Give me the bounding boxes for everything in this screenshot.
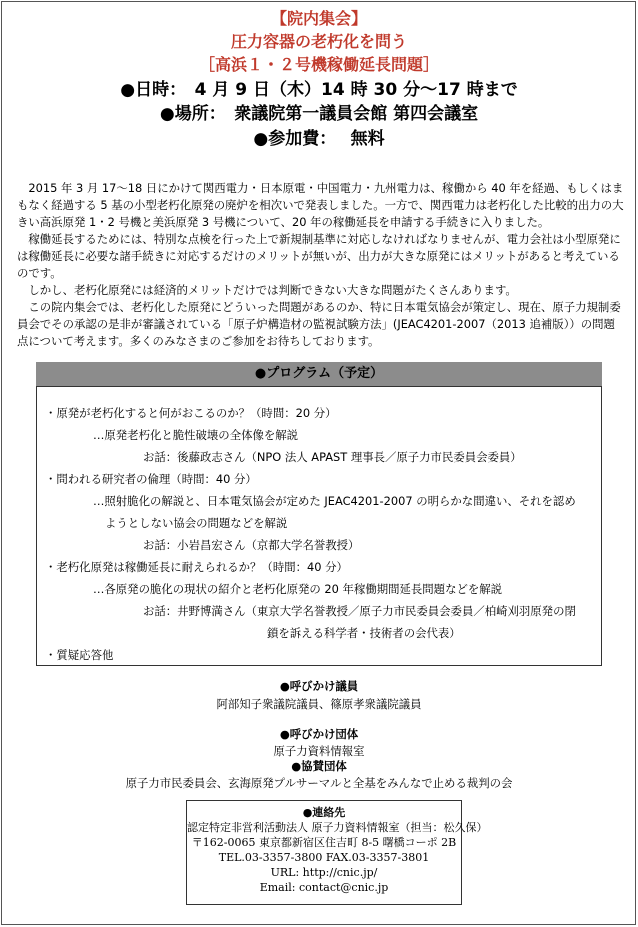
cosponsor-names: 原子力市民委員会、玄海原発プルサーマルと全基をみんなで止める裁判の会 [125,776,513,790]
program-title: ●プログラム（予定） [36,362,602,387]
program-speaker: 鎖を訴える科学者・技術者の会代表） [267,626,461,640]
contact-org: 認定特定非営利活動法人 原子力資料情報室（担当：松久保） [187,821,488,834]
program-item: ・原発が老朽化すると何がおこるのか？（時間：20 分） [45,406,337,420]
callers-names: 阿部知子衆議院議員、篠原孝衆議院議員 [216,697,422,711]
program-item-detail: …原発老朽化と脆性破壊の全体像を解説 [93,428,299,442]
organizer-heading: ●呼びかけ団体 [279,727,359,741]
intro-paragraph: 稼働延長するためには、特別な点検を行った上で新規制基準に対応しなければなりませんが、電力会社は小型原発には稼働延長に必要な諸手続きに対応するだけのメリットが無いが、出力が大きな原発にはメリットがあると考えているのです。 [17,232,621,280]
intro-paragraph: この院内集会では、老朽化した原発にどういった問題があるのか、特に日本電気協会が策定し、現在、原子力規制委員会でその承認の是非が審議されている「原子炉構造材の監視試験方法」(JEAC4201-2007（2013 追補版））の問題点について考えます。多くのみなさまのご参加をお待ちしております。 [17,300,621,348]
intro-paragraph: 2015 年 3 月 17～18 日にかけて関西電力・日本原電・中国電力・九州電力は、稼働から 40 年を経過、もしくはまもなく経過する 5 基の小型老朽化原発の廃炉を相次いで発表しました。一方で、関西電力は老朽化した比較的出力の大きい高浜原発 1・2 号機と美浜原発 3 号機について、20 年の稼働延長を申請する手続きに入りました。 [17,181,624,229]
contact-url[interactable]: URL: http://cnic.jp/ [270,866,378,879]
program-item: ・老朽化原発は稼働延長に耐えられるか？（時間：40 分） [45,560,348,574]
event-place: ●場所： 衆議院第一議員会館 第四会議室 [159,104,479,124]
program-speaker: お話：後藤政志さん（NPO 法人 APAST 理事長／原子力市民委員会委員） [143,450,522,464]
callers-heading: ●呼びかけ議員 [279,679,359,693]
contact-box [186,800,488,905]
contact-phone: TEL.03-3357-3800 FAX.03-3357-3801 [218,851,430,864]
program-speaker: お話：小岩昌宏さん（京都大学名誉教授） [143,538,360,552]
intro-paragraph: しかし、老朽化原発には経済的メリットだけでは判断できない大きな問題がたくさんあります。 [28,283,517,297]
contact-address: 〒162-0065 東京都新宿区住吉町 8-5 曙橋コーポ 2B [191,836,457,849]
program-box [36,362,602,666]
contact-email[interactable]: Email: contact@cnic.jp [259,881,389,894]
program-item-detail: …各原発の脆化の現状の紹介と老朽化原発の 20 年稼働期間延長問題などを解説 [93,582,503,596]
event-date: ●日時： 4 月 9 日（木）14 時 30 分～17 時まで [120,80,518,100]
program-item: ・問われる研究者の倫理（時間：40 分） [45,472,257,486]
program-speaker: お話：井野博満さん（東京大学名誉教授／原子力市民委員会委員／柏崎刈羽原発の閉 [143,604,576,618]
program-item-detail: ようとしない協会の問題などを解説 [105,516,288,530]
program-item: ・質疑応答他 [45,648,114,662]
cosponsor-heading: ●協賛団体 [291,759,347,773]
event-subtitle: ［高浜１・２号機稼働延長問題］ [198,55,439,74]
intro-text [17,180,625,350]
event-category: 【院内集会】 [270,9,367,28]
contact-heading: ●連絡先 [302,806,346,819]
program-item-detail: …照射脆化の解説と、日本電気協会が定めた JEAC4201-2007 の明らかな間違い、それを認め [93,494,576,508]
event-title: 圧力容器の老朽化を問う [230,32,407,51]
event-fee: ●参加費： 無料 [253,129,385,149]
organizer-name: 原子力資料情報室 [273,744,365,758]
